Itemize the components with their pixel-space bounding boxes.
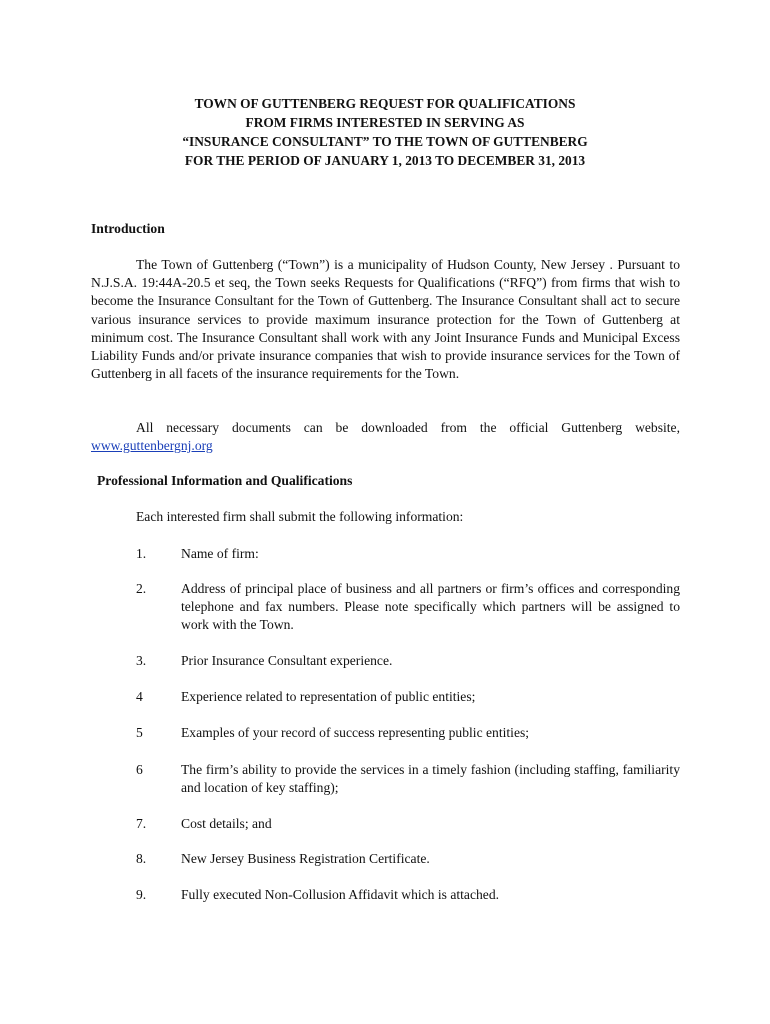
introduction-heading: Introduction [91, 221, 165, 236]
introduction-paragraph: The Town of Guttenberg (“Town”) is a municipality of Hudson County, New Jersey . Pursuant to N.J.S.A. 19:44A-20.5 et seq, the Town seeks Requests for Qualifications (“RFQ”) from firms that wish to become the Insurance Consultant for the Town of Guttenberg. The Insurance Consultant shall act to secure various insurance services to provide maximum insurance protection for the Town of Guttenberg at minimum cost. The Insurance Consultant shall work with any Joint Insurance Funds and Municipal Excess Liability Funds and/or private insurance companies that wish to provide insurance services for the Town of Guttenberg in all facets of the insurance requirements for the Town. [91, 257, 680, 382]
download-text: All necessary documents can be downloaded from the official Guttenberg website, [136, 420, 680, 435]
item-text: Address of principal place of business and all partners or firm’s offices and corresponding telephone and fax numbers. Please note specifically which partners will be assigned to work with the Town. [181, 581, 680, 633]
item-text: Cost details; and [181, 816, 272, 831]
item-number: 7. [136, 816, 147, 831]
item-text: The firm’s ability to provide the services in a timely fashion (including staffing, familiarity and location of key staffing); [181, 762, 680, 796]
title-line: TOWN OF GUTTENBERG REQUEST FOR QUALIFICATIONS [194, 96, 576, 111]
item-text: New Jersey Business Registration Certificate. [181, 851, 430, 866]
item-number: 2. [136, 581, 147, 596]
item-number: 5 [136, 725, 143, 740]
title-line: “INSURANCE CONSULTANT” TO THE TOWN OF GUTTENBERG [182, 134, 588, 149]
title-line: FROM FIRMS INTERESTED IN SERVING AS [245, 115, 525, 130]
download-paragraph [91, 419, 680, 455]
item-number: 1. [136, 546, 147, 561]
item-number: 4 [136, 689, 143, 704]
item-text: Experience related to representation of public entities; [181, 689, 476, 704]
qualifications-intro: Each interested firm shall submit the following information: [136, 509, 464, 524]
item-number: 9. [136, 887, 147, 902]
item-number: 6 [136, 762, 143, 777]
item-text: Name of firm: [181, 546, 259, 561]
item-text: Fully executed Non-Collusion Affidavit which is attached. [181, 887, 500, 902]
item-number: 3. [136, 653, 147, 668]
qualifications-heading: Professional Information and Qualifications [97, 473, 353, 488]
title-line: FOR THE PERIOD OF JANUARY 1, 2013 TO DECEMBER 31, 2013 [184, 153, 586, 168]
item-text: Prior Insurance Consultant experience. [181, 653, 393, 668]
item-number: 8. [136, 851, 147, 866]
website-link[interactable]: www.guttenbergnj.org [91, 438, 213, 454]
document-title [90, 94, 680, 170]
item-text: Examples of your record of success representing public entities; [181, 725, 530, 740]
